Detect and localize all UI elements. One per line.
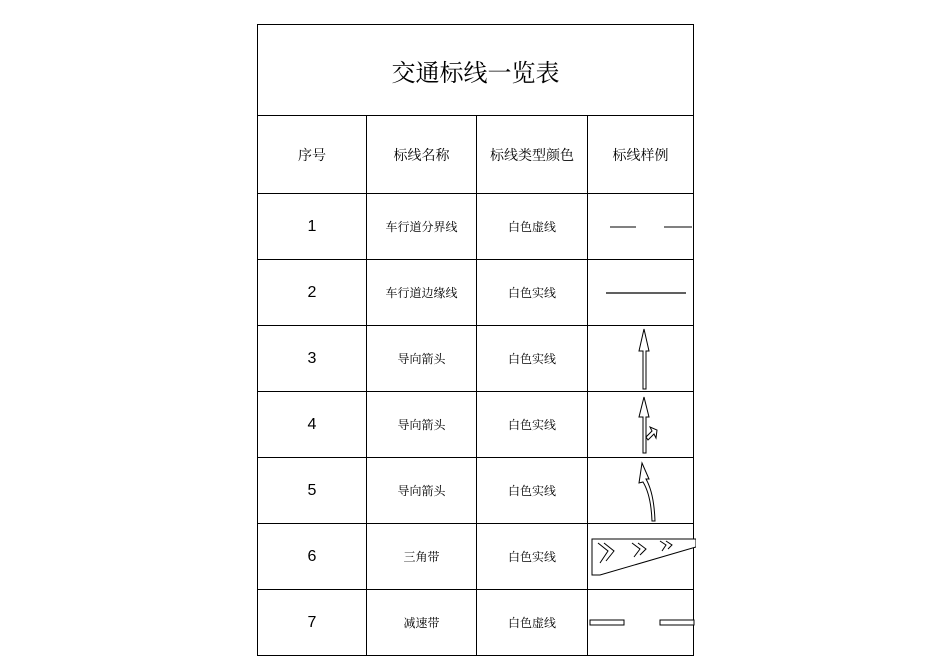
table-header-row bbox=[258, 116, 693, 194]
table-row bbox=[258, 458, 693, 524]
table-row bbox=[258, 392, 693, 458]
marking-table bbox=[258, 116, 693, 655]
row-sample bbox=[588, 260, 694, 326]
row-index: 1 bbox=[258, 194, 367, 260]
row-type: 白色实线 bbox=[477, 524, 588, 590]
table-row bbox=[258, 326, 693, 392]
row-type: 白色实线 bbox=[477, 326, 588, 392]
row-type: 白色虚线 bbox=[477, 194, 588, 260]
row-sample bbox=[588, 590, 694, 656]
curved-arrow-icon bbox=[588, 459, 696, 523]
row-name: 导向箭头 bbox=[367, 458, 477, 524]
table-row bbox=[258, 524, 693, 590]
row-name: 车行道边缘线 bbox=[367, 260, 477, 326]
speed-bump-icon bbox=[588, 613, 696, 633]
row-type: 白色实线 bbox=[477, 260, 588, 326]
dashed-line-icon bbox=[588, 217, 696, 237]
row-index: 5 bbox=[258, 458, 367, 524]
header-index: 序号 bbox=[258, 116, 367, 194]
row-type: 白色实线 bbox=[477, 458, 588, 524]
row-sample bbox=[588, 326, 694, 392]
row-index: 4 bbox=[258, 392, 367, 458]
row-index: 6 bbox=[258, 524, 367, 590]
row-type: 白色虚线 bbox=[477, 590, 588, 656]
row-sample bbox=[588, 194, 694, 260]
row-type: 白色实线 bbox=[477, 392, 588, 458]
row-name: 减速带 bbox=[367, 590, 477, 656]
row-index: 7 bbox=[258, 590, 367, 656]
row-sample bbox=[588, 392, 694, 458]
row-index: 3 bbox=[258, 326, 367, 392]
page-title: 交通标线一览表 bbox=[258, 25, 693, 116]
table-row bbox=[258, 590, 693, 656]
header-name: 标线名称 bbox=[367, 116, 477, 194]
header-sample: 标线样例 bbox=[588, 116, 694, 194]
row-index: 2 bbox=[258, 260, 367, 326]
table-row bbox=[258, 260, 693, 326]
row-name: 三角带 bbox=[367, 524, 477, 590]
marking-table-sheet bbox=[257, 24, 694, 656]
straight-arrow-icon bbox=[588, 327, 696, 391]
header-type: 标线类型颜色 bbox=[477, 116, 588, 194]
triangle-chevron-icon bbox=[588, 535, 696, 579]
row-sample bbox=[588, 458, 694, 524]
row-name: 导向箭头 bbox=[367, 392, 477, 458]
table-row bbox=[258, 194, 693, 260]
solid-line-icon bbox=[588, 283, 696, 303]
row-name: 车行道分界线 bbox=[367, 194, 477, 260]
row-sample bbox=[588, 524, 694, 590]
row-name: 导向箭头 bbox=[367, 326, 477, 392]
straight-right-arrow-icon bbox=[588, 393, 696, 457]
